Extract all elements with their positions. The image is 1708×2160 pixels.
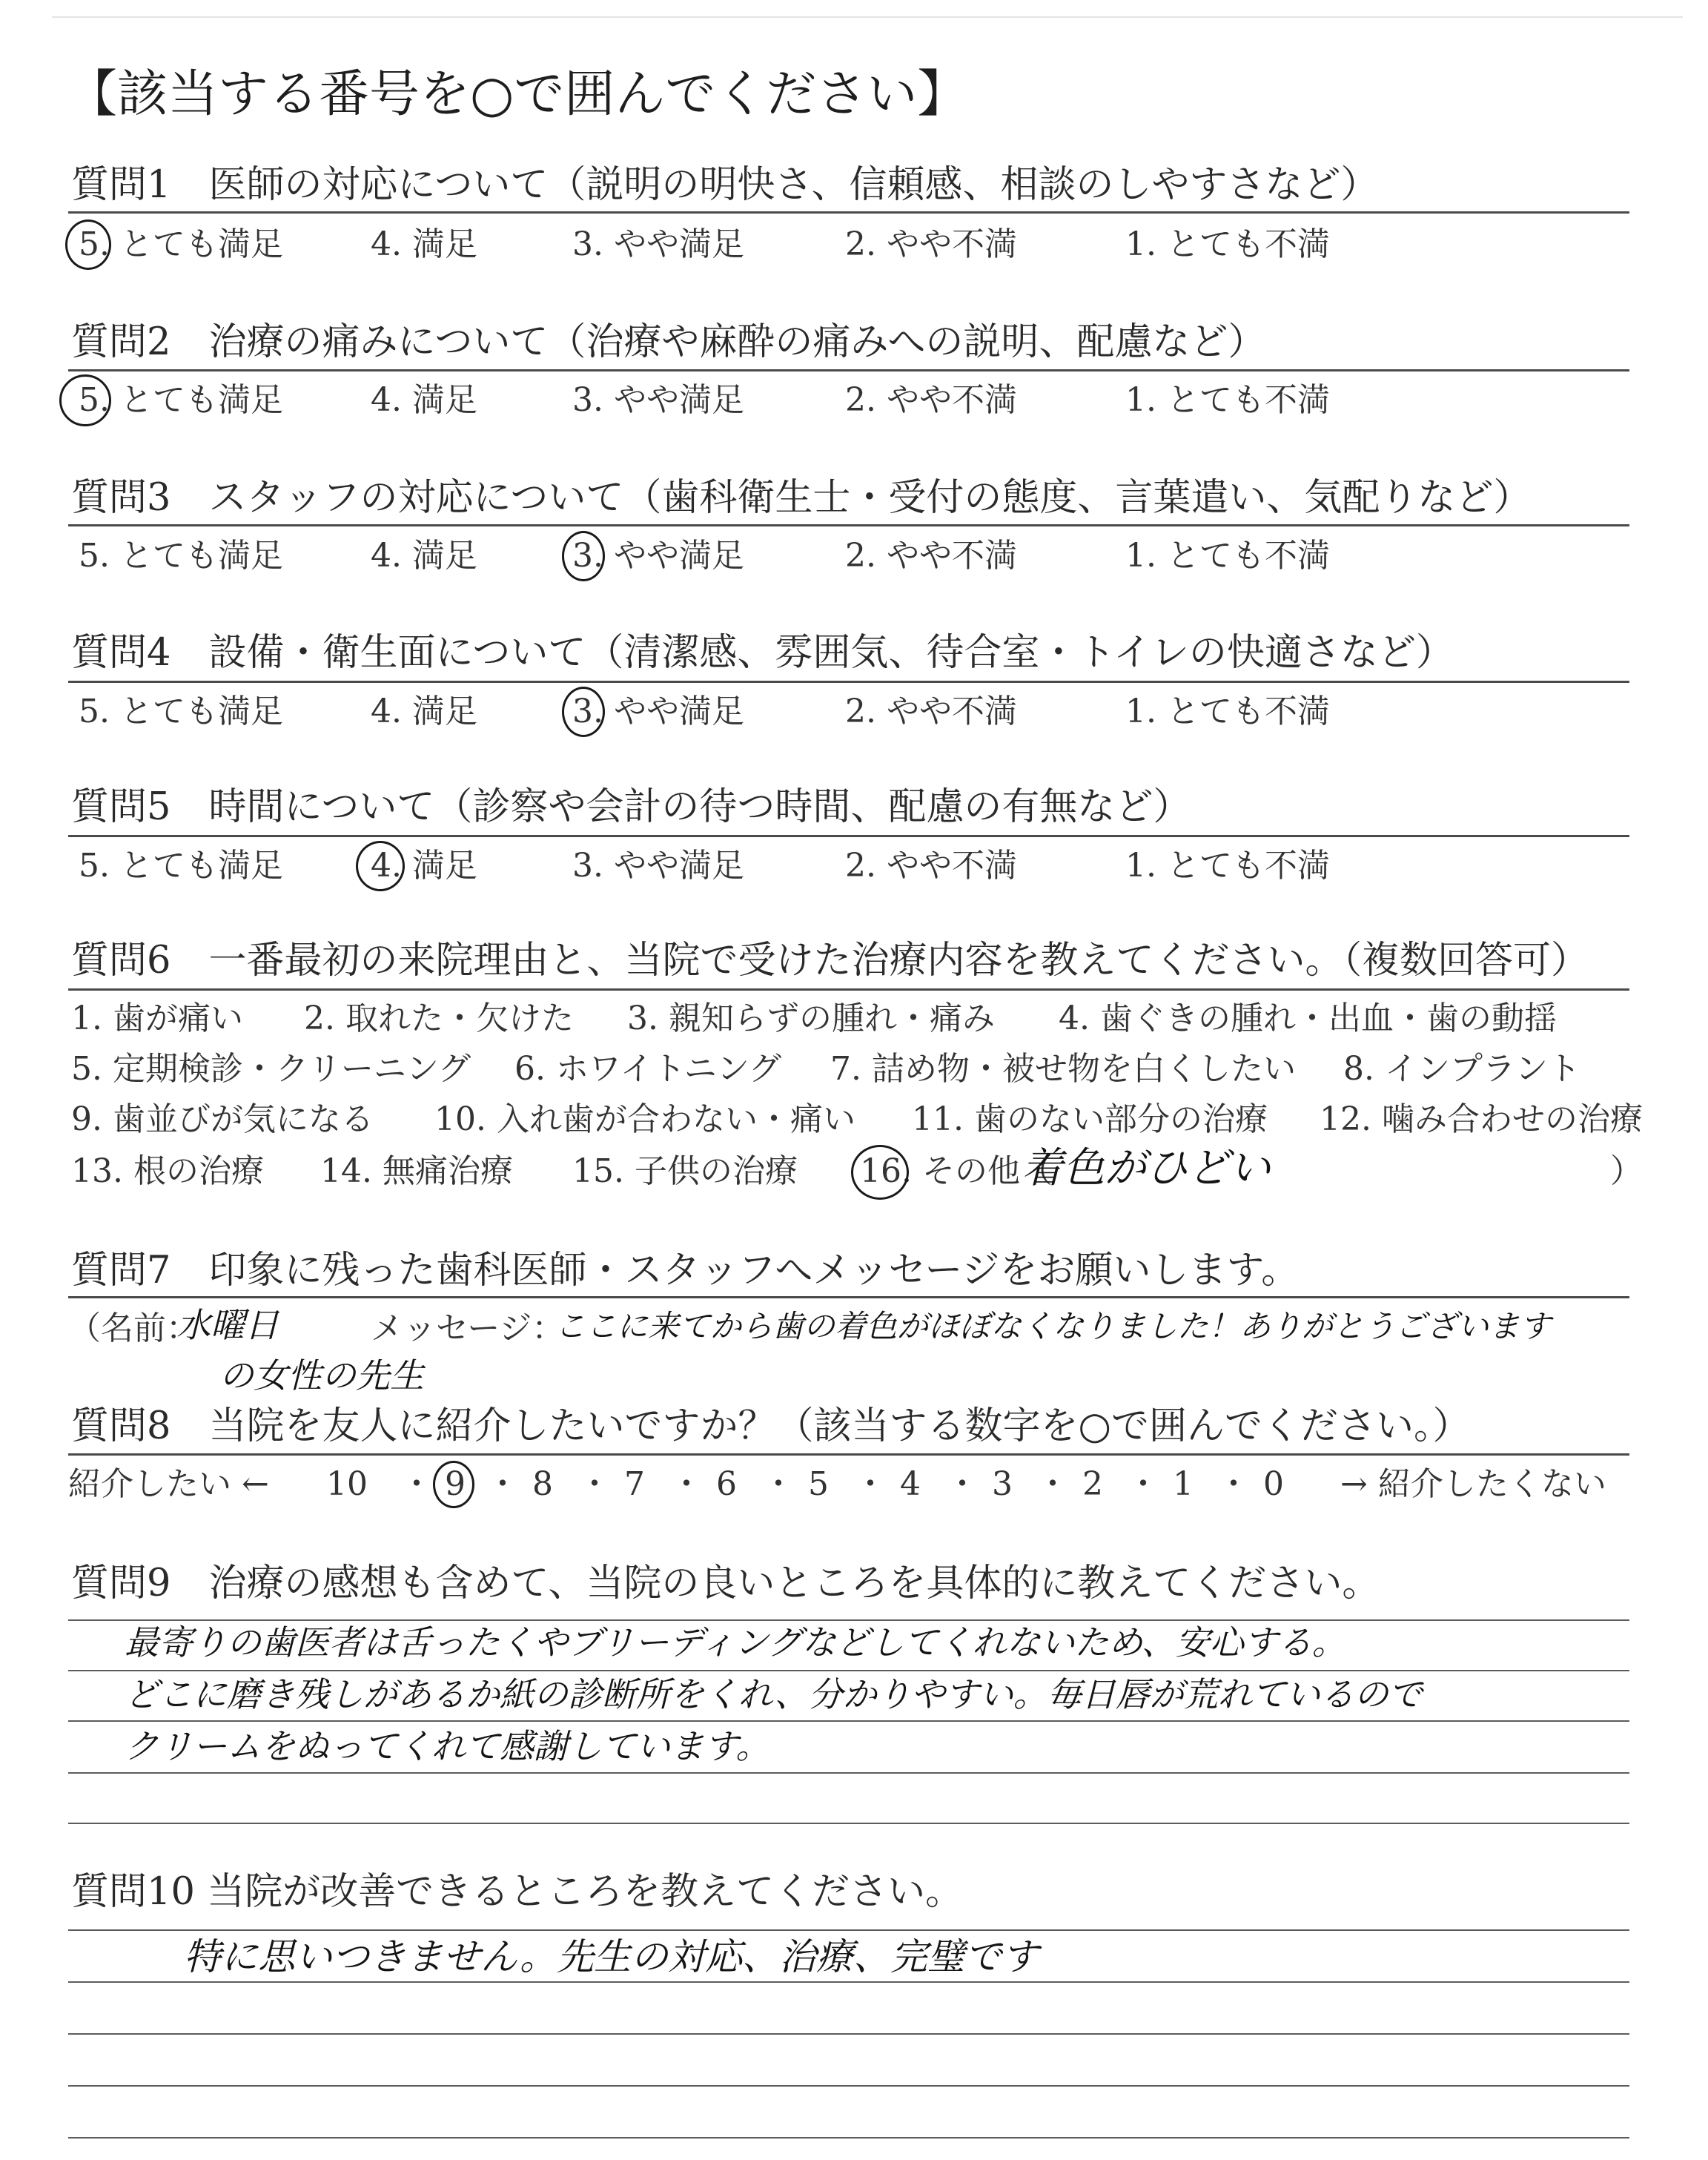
question-6-title: 質問6 一番最初の来院理由と、当院で受けた治療内容を教えてください。（複数回答可） [71,939,1589,982]
q7-message-label: メッセージ： [371,1309,565,1347]
q4-option-5[interactable]: 5. とても満足 [79,693,283,730]
q6-option-9[interactable]: 9. 歯並びが気になる [71,1100,374,1138]
q4-answer-circle [562,687,605,737]
q6-option-6[interactable]: 6. ホワイトニング [514,1050,782,1088]
question-4-title: 質問4 設備・衛生面について（清潔感、雰囲気、待合室・トイレの快適さなど） [71,631,1454,675]
q6-other-close-paren: ） [1610,1152,1643,1190]
q1-option-3[interactable]: 3. やや満足 [572,225,744,263]
q3-option-5[interactable]: 5. とても満足 [79,537,283,575]
q8-dot-7: ・ [946,1465,979,1503]
q8-dot-8: ・ [1036,1465,1069,1503]
question-3-rule [68,524,1629,526]
q8-scale-0[interactable]: 0 [1263,1465,1284,1503]
q6-option-14[interactable]: 14. 無痛治療 [320,1152,513,1190]
question-1-rule [68,211,1629,214]
q8-scale-8[interactable]: 8 [532,1465,553,1503]
q6-option-8[interactable]: 8. インプラント [1343,1050,1580,1088]
q8-answer-circle [433,1461,474,1508]
q8-left-label: 紹介したい ← [68,1465,269,1503]
q2-option-3[interactable]: 3. やや満足 [572,381,744,419]
q10-line-4 [68,2085,1629,2087]
question-5-rule [68,835,1629,837]
q6-option-1[interactable]: 1. 歯が痛い [71,1000,243,1037]
q6-option-11[interactable]: 11. 歯のない部分の治療 [912,1100,1268,1138]
question-8-rule [68,1453,1629,1456]
q3-answer-circle [562,531,605,581]
question-1-title: 質問1 医師の対応について（説明の明快さ、信頼感、相談のしやすさなど） [71,163,1379,207]
q5-option-5[interactable]: 5. とても満足 [79,847,283,885]
q8-scale-3[interactable]: 3 [992,1465,1013,1503]
q1-answer-circle [65,219,111,270]
q8-dot-9: ・ [1127,1465,1159,1503]
q10-handwriting-1: 特に思いつきません。先生の対応、治療、完璧です [184,1935,1039,1978]
question-6-rule [68,988,1629,991]
q8-scale-9[interactable]: 9 [445,1465,466,1503]
q8-scale-4[interactable]: 4 [900,1465,921,1503]
q6-option-4[interactable]: 4. 歯ぐきの腫れ・出血・歯の動揺 [1059,1000,1557,1037]
q7-message-handwriting: ここに来てから歯の着色がほぼなくなりました！ありがとうございます [555,1308,1552,1344]
q3-option-2[interactable]: 2. やや不満 [845,537,1017,575]
question-9-title: 質問9 治療の感想も含めて、当院の良いところを具体的に教えてください。 [71,1562,1380,1605]
q8-scale-1[interactable]: 1 [1173,1465,1194,1503]
q9-handwriting-3: クリームをぬってくれて感謝しています。 [125,1726,770,1766]
q6-option-7[interactable]: 7. 詰め物・被せ物を白くしたい [830,1050,1296,1088]
q6-option-2[interactable]: 2. 取れた・欠けた [304,1000,574,1037]
q5-option-1[interactable]: 1. とても不満 [1125,847,1330,885]
question-2-rule [68,369,1629,371]
question-10-title: 質問10 当院が改善できるところを教えてください。 [71,1870,964,1914]
q3-option-4[interactable]: 4. 満足 [371,537,477,575]
q1-option-1[interactable]: 1. とても不満 [1125,225,1330,263]
q2-option-4[interactable]: 4. 満足 [371,381,477,419]
q3-option-1[interactable]: 1. とても不満 [1125,537,1330,575]
q8-dot-3: ・ [578,1465,611,1503]
q5-option-3[interactable]: 3. やや満足 [572,847,744,885]
question-8-title: 質問8 当院を友人に紹介したいですか？（該当する数字を○で囲んでください。） [71,1404,1471,1448]
q5-option-4[interactable]: 4. 満足 [371,847,477,885]
q4-option-3[interactable]: 3. やや満足 [572,693,744,730]
q6-option-3[interactable]: 3. 親知らずの腫れ・痛み [627,1000,995,1037]
q5-answer-circle [356,841,405,891]
q9-line-1 [68,1619,1629,1621]
q9-line-4 [68,1772,1629,1774]
q6-option-5[interactable]: 5. 定期検診・クリーニング [71,1050,471,1088]
q6-option-10[interactable]: 10. 入れ歯が合わない・痛い [434,1100,855,1138]
question-5-title: 質問5 時間について（診察や会計の待つ時間、配慮の有無など） [71,785,1191,829]
q8-dot-4: ・ [670,1465,703,1503]
q8-scale-10[interactable]: 10 [326,1465,368,1503]
q2-option-5[interactable]: 5. とても満足 [79,381,283,419]
question-7-rule [68,1296,1629,1298]
q8-dot-1: ・ [400,1465,433,1503]
q9-line-5 [68,1823,1629,1824]
q4-option-1[interactable]: 1. とても不満 [1125,693,1330,730]
q2-answer-circle [59,374,111,426]
q6-option-15[interactable]: 15. 子供の治療 [572,1152,798,1190]
q5-option-2[interactable]: 2. やや不満 [845,847,1017,885]
q9-handwriting-1: 最寄りの歯医者は舌ったくやブリーディングなどしてくれないため、安心する。 [125,1622,1346,1662]
q8-right-label: → 紹介したくない [1340,1465,1606,1503]
q1-option-4[interactable]: 4. 満足 [371,225,477,263]
page-header: 【該当する番号を○で囲んでください】 [67,65,968,124]
question-2-title: 質問2 治療の痛みについて（治療や麻酔の痛みへの説明、配慮など） [71,320,1266,364]
scan-edge [52,16,1683,18]
q8-dot-6: ・ [854,1465,887,1503]
q1-option-2[interactable]: 2. やや不満 [845,225,1017,263]
q10-line-3 [68,2033,1629,2035]
q8-scale-6[interactable]: 6 [716,1465,737,1503]
q8-scale-7[interactable]: 7 [624,1465,645,1503]
q6-option-12[interactable]: 12. 噛み合わせの治療 [1320,1100,1643,1138]
q4-option-4[interactable]: 4. 満足 [371,693,477,730]
question-3-title: 質問3 スタッフの対応について（歯科衛生士・受付の態度、言葉遣い、気配りなど） [71,476,1532,520]
q9-line-3 [68,1720,1629,1722]
q8-scale-5[interactable]: 5 [808,1465,829,1503]
q2-option-2[interactable]: 2. やや不満 [845,381,1017,419]
q6-answer-circle [851,1145,909,1200]
q4-option-2[interactable]: 2. やや不満 [845,693,1017,730]
q6-option-16[interactable]: 16. その他（ [860,1152,1053,1190]
q8-dot-10: ・ [1217,1465,1250,1503]
q8-dot-5: ・ [762,1465,795,1503]
q7-name-handwriting-2: の女性の先生 [219,1355,424,1396]
q8-scale-2[interactable]: 2 [1082,1465,1103,1503]
q10-line-2 [68,1981,1629,1983]
q3-option-3[interactable]: 3. やや満足 [572,537,744,575]
q8-dot-2: ・ [486,1465,519,1503]
q1-option-5[interactable]: 5. とても満足 [79,225,283,263]
q9-line-2 [68,1670,1629,1671]
q6-other-handwriting: 着色がひどい [1022,1144,1271,1192]
q7-name-handwriting-1: 水曜日 [176,1305,279,1345]
question-4-rule [68,681,1629,683]
q10-line-1 [68,1929,1629,1931]
q2-option-1[interactable]: 1. とても不満 [1125,381,1330,419]
q10-line-5 [68,2137,1629,2138]
q9-handwriting-2: どこに磨き残しがあるか紙の診断所をくれ、分かりやすい。毎日唇が荒れているので [125,1674,1423,1714]
question-7-title: 質問7 印象に残った歯科医師・スタッフへメッセージをお願いします。 [71,1249,1300,1292]
q6-option-13[interactable]: 13. 根の治療 [71,1152,264,1190]
q7-name-label: （名前： [68,1309,199,1347]
